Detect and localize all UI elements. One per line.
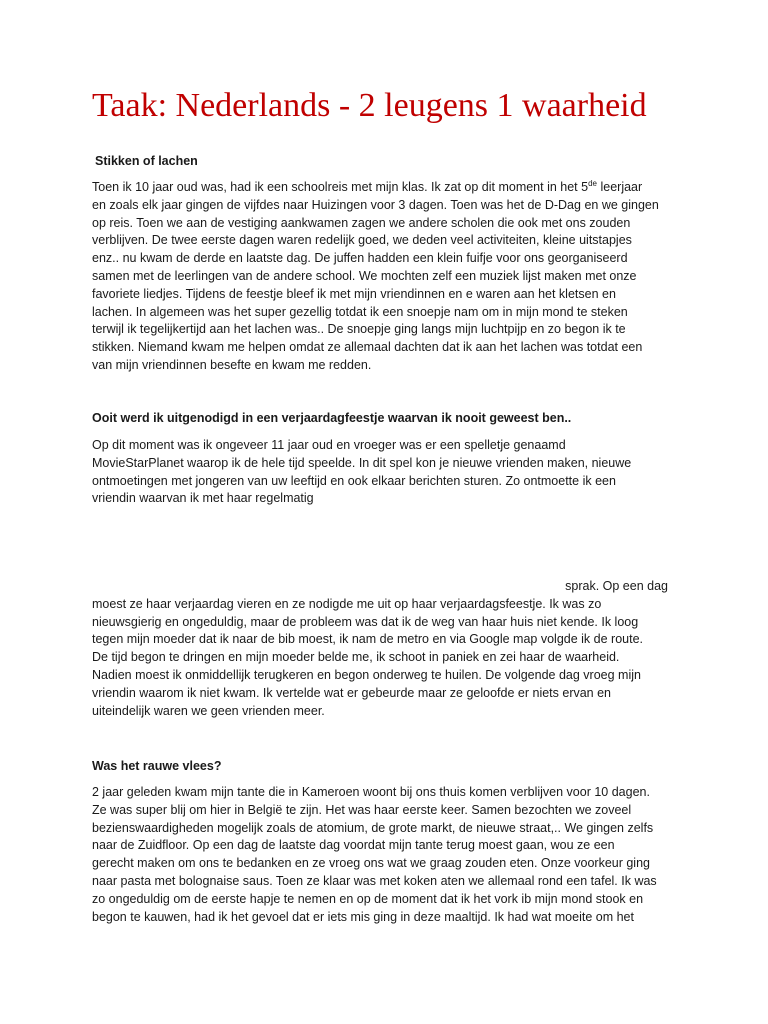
paragraph-line: begon te kauwen, had ik het gevoel dat er iets mis ging in deze maaltijd. Ik had wat moeite om het: [92, 909, 634, 924]
paragraph-line: terwijl ik tegelijkertijd aan het lachen was.. De snoepje ging langs mijn luchtpijp en zo begon ik te: [92, 322, 626, 337]
paragraph-line: vriendin waarom ik niet kwam. Ik vertelde wat er gebeurde maar ze geloofde er niets ervan en: [92, 685, 612, 700]
paragraph-line: lachen. In algemeen was het super gezellig totdat ik een snoepje nam om in mijn mond te steken: [92, 304, 628, 319]
section-paragraph-1: [92, 179, 682, 375]
paragraph-line: Op dit moment was ik ongeveer 11 jaar oud en vroeger was er een spelletje genaamd: [92, 438, 566, 452]
paragraph-line: bezienswaardigheden mogelijk zoals de atomium, de grote markt, de nieuwe straat,.. We gingen zelfs: [92, 820, 654, 835]
section-paragraph-2a: [92, 437, 682, 508]
paragraph-line: van mijn vriendinnen besefte en kwam me redden.: [92, 357, 372, 372]
paragraph-line: zo ongeduldig om de eerste hapje te nemen en op de moment dat ik het vork ib mijn mond stook en: [92, 891, 644, 906]
paragraph-line: De tijd begon te dringen en mijn moeder belde me, ik schoot in paniek en zei haar de waarheid.: [92, 650, 620, 665]
paragraph-line: Toen ik 10 jaar oud was, had ik een schoolreis met mijn klas. Ik zat op dit moment in het 5de leerjaar: [92, 178, 643, 194]
section-heading-2: Ooit werd ik uitgenodigd in een verjaardagfeestje waarvan ik nooit geweest ben..: [92, 411, 572, 425]
paragraph-line: vriendin waarvan ik met haar regelmatig: [92, 491, 314, 506]
paragraph-line: ontmoetingen met jongeren van uw leeftijd en ook elkaar berichten sturen. Zo ontmoette ik een: [92, 473, 616, 488]
paragraph-line: naar pasta met bolognaise saus. Toen ze klaar was met koken aten we allemaal rond een tafel. Ik was: [92, 873, 657, 888]
paragraph-line-continuation: sprak. Op een dag: [565, 579, 668, 593]
superscript: de: [588, 178, 597, 188]
document-title: Taak: Nederlands - 2 leugens 1 waarheid: [92, 87, 647, 124]
paragraph-line: gerecht maken om ons te bedanken en ze vroeg ons wat we graag zouden eten. Onze voorkeur ging: [92, 856, 650, 871]
paragraph-line: Ze was super blij om hier in België te zijn. Het was haar eerste keer. Samen bezochten we zoveel: [92, 802, 632, 817]
paragraph-line: verblijven. De twee eerste dagen waren redelijk goed, we deden veel activiteiten, kleine uitstapjes: [92, 233, 632, 248]
section-heading-3: Was het rauwe vlees?: [92, 759, 222, 773]
paragraph-line: stikken. Niemand kwam me helpen omdat ze allemaal dachten dat ik aan het lachen was totdat een: [92, 340, 643, 355]
paragraph-line: nieuwsgierig en ongeduldig, maar de probleem was dat ik de weg van haar huis niet kende. Ik loog: [92, 614, 639, 629]
section-heading-1: Stikken of lachen: [95, 154, 198, 168]
paragraph-line: Nadien moest ik onmiddellijk terugkeren en begon onderweg te huilen. De volgende dag vroeg mijn: [92, 667, 641, 682]
paragraph-line: MovieStarPlanet waarop ik de hele tijd speelde. In dit spel kon je nieuwe vrienden maken, nieuwe: [92, 455, 632, 470]
paragraph-line: enz.. nu kwam de derde en laatste dag. De juffen hadden een klein fuifje voor ons georganiseerd: [92, 251, 628, 266]
section-paragraph-2b: [92, 578, 682, 720]
paragraph-line: 2 jaar geleden kwam mijn tante die in Kameroen woont bij ons thuis komen verblijven voor 10 dagen.: [92, 785, 650, 799]
paragraph-line: favoriete liedjes. Tijdens de feestje bleef ik met mijn vriendinnen en e waren aan het kletsen en: [92, 286, 616, 301]
paragraph-line: moest ze haar verjaardag vieren en ze nodigde me uit op haar verjaardagsfeestje. Ik was zo: [92, 596, 602, 611]
paragraph-line: tegen mijn moeder dat ik naar de bib moest, ik nam de metro en via Google map volgde ik de route.: [92, 632, 643, 647]
paragraph-line: op reis. Toen we aan de vestiging aankwamen zagen we andere scholen die ook met ons zouden: [92, 215, 631, 230]
section-paragraph-3: [92, 784, 682, 926]
paragraph-line: en zoals elk jaar gingen de vijfdes naar Huizingen voor 3 dagen. Toen was het de D-Dag en we gingen: [92, 197, 659, 212]
paragraph-line: naar de Zuidfloor. Op een dag de laatste dag voordat mijn tante terug moest gaan, wou ze een: [92, 838, 615, 853]
paragraph-line: samen met de leerlingen van de andere school. We mochten zelf een muziek lijst maken met onze: [92, 268, 637, 283]
paragraph-line: uiteindelijk waren we geen vrienden meer.: [92, 703, 325, 718]
